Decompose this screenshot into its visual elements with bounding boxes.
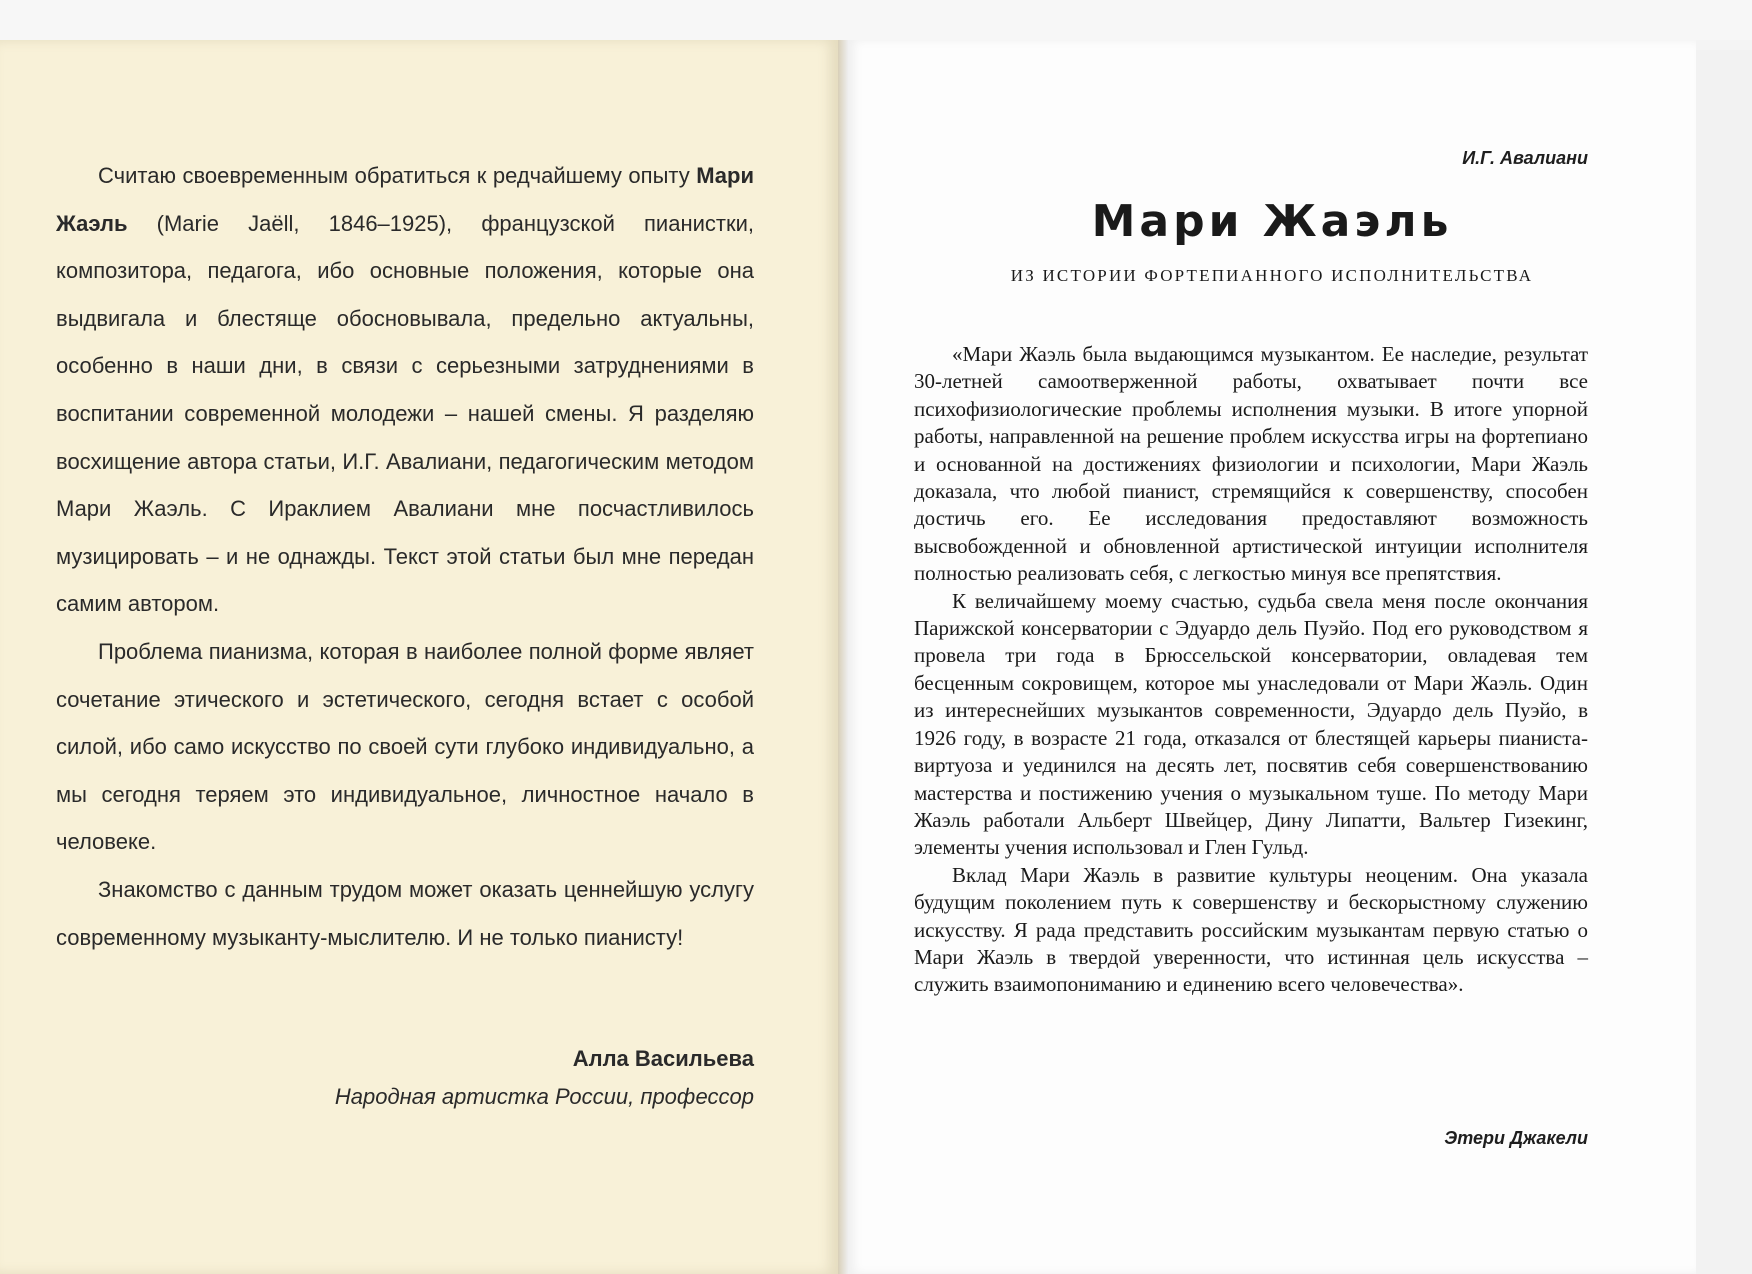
article-paragraph: К величайшему моему счастью, судьба свела меня после окончания Парижской консерватории с Эдуардо дель Пуэйо. Под его руководством я провела три года в Брюссельской консерватории, овладевая тем бесценным сокровищем, которое мы унаследовали от Мари Жаэль. Один из интереснейших музыкантов современности, Эдуардо дель Пуэйо, в 1926 году, в возрасте 21 года, отказался от блестящей карьеры пианиста-виртуоза и уединился на десять лет, посвятив себя совершенствованию мастерства и постижению учения о музыкальном туше. По методу Мари Жаэль работали Альберт Швейцер, Дину Липатти, Вальтер Гизекинг, элементы учения использовал и Глен Гульд. [914,588,1588,860]
scan-top-margin [0,0,1752,40]
paragraph-lead: Считаю своевременным обратиться к редчайшему опыту [98,163,697,188]
foreword-paragraph [56,152,754,628]
article-body [914,341,1588,999]
signature-name: Алла Васильева [572,1046,754,1071]
article-paragraph: «Мари Жаэль была выдающимся музыкантом. Ее наследие, результат 30-летней самоотверженной работы, охватывает почти все психофизиологические проблемы исполнения музыки. В итоге упорной работы, направленной на решение проблем искусства игры на фортепиано и основанной на достижениях физиологии и психологии, Мари Жаэль доказала, что любой пианист, стремящийся к совершенству, способен достичь его. Ее исследования предоставляют возможность высвобожденной и обновленной артистической интуиции исполнителя полностью реализовать себя, с легкостью минуя все препятствия. [914,342,1588,586]
bold-name: Мари Жаэль [56,163,754,236]
signature-role: Народная артистка России, профессор [334,1084,754,1109]
book-gutter [838,40,848,1274]
foreword-paragraph: Знакомство с данным трудом может оказать ценнейшую услугу современному музыканту-мыслителю. И не только пианисту! [56,876,754,950]
article-author: И.Г. Авалиани [1462,148,1588,168]
foreword-paragraph: Проблема пианизма, которая в наиболее полной форме являет сочетание этического и эстетического, сегодня встает с особой силой, ибо само искусство по своей сути глубоко индивидуально, а мы сегодня теряем это индивидуальное, личностное начало в человеке. [56,638,754,855]
article-title: Мари Жаэль [1091,196,1453,247]
scan-right-margin [1696,50,1752,1274]
foreword-body [56,152,754,961]
article-subtitle: ИЗ ИСТОРИИ ФОРТЕПИАННОГО ИСПОЛНИТЕЛЬСТВА [1010,266,1534,285]
paragraph-rest: (Marie Jaëll, 1846–1925), французской пианистки, композитора, педагога, ибо основные положения, которые она выдвигала и блестяще обосновывала, предельно актуальны, особенно в наши дни, в связи с серьезными затруднениями в воспитании современной молодежи – нашей смены. Я разделяю восхищение автора статьи, И.Г. Авалиани, педагогическим методом Мари Жаэль. С Ираклием Авалиани мне посчастливилось музицировать – и не однажды. Текст этой статьи был мне передан самим автором. [56,210,754,617]
article-signature: Этери Джакели [1444,1128,1588,1148]
article-paragraph: Вклад Мари Жаэль в развитие культуры неоценим. Она указала будущим поколением путь к совершенству и бескорыстному служению искусству. Я рада представить российским музыкантам первую статью о Мари Жаэль в твердой уверенности, что истинная цель искусства – служить взаимопониманию и единению всего человечества». [914,862,1588,997]
